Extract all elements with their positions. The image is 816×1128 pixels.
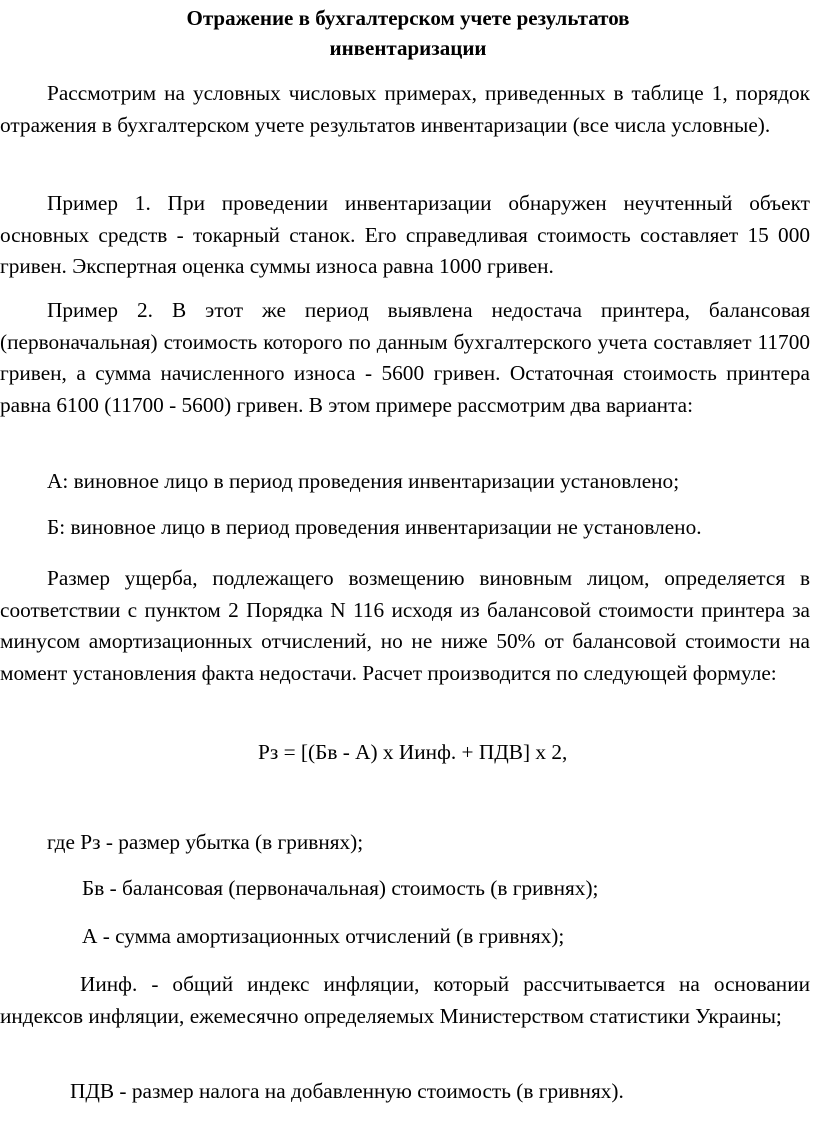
- document-title-line-2: инвентаризации: [329, 36, 487, 60]
- example-2-paragraph: Пример 2. В этот же период выявлена недостача принтера, балансовая (первоначальная) стоимость которого по данным бухгалтерского учета составляет 11700 гривен, а сумма начисленного износа - 5600 гривен. Остаточная стоимость принтера равна 6100 (11700 - 5600) гривен. В этом примере рассмотрим два варианта:: [0, 298, 810, 417]
- variant-b-line: Б: виновное лицо в период проведения инвентаризации не установлено.: [47, 515, 702, 539]
- definition-bv: Бв - балансовая (первоначальная) стоимость (в гривнях);: [82, 876, 599, 900]
- definition-iinf: Иинф. - общий индекс инфляции, который рассчитывается на основании индексов инфляции, ежемесячно определяемых Министерством статистики Украины;: [0, 972, 810, 1028]
- formula: Рз = [(Бв - А) х Иинф. + ПДВ] х 2,: [258, 740, 568, 764]
- damage-paragraph: Размер ущерба, подлежащего возмещению виновным лицом, определяется в соответствии с пунктом 2 Порядка N 116 исходя из балансовой стоимости принтера за минусом амортизационных отчислений, но не ниже 50% от балансовой стоимости на момент установления факта недостачи. Расчет производится по следующей формуле:: [0, 566, 810, 685]
- definition-a: А - сумма амортизационных отчислений (в гривнях);: [82, 924, 565, 948]
- intro-paragraph: Рассмотрим на условных числовых примерах, приведенных в таблице 1, порядок отражения в бухгалтерском учете результатов инвентаризации (все числа условные).: [0, 81, 810, 137]
- definition-rz: где Рз - размер убытка (в гривнях);: [47, 830, 364, 854]
- example-1-paragraph: Пример 1. При проведении инвентаризации обнаружен неучтенный объект основных средств - токарный станок. Его справедливая стоимость составляет 15 000 гривен. Экспертная оценка суммы износа равна 1000 гривен.: [0, 191, 810, 278]
- definition-pdv: ПДВ - размер налога на добавленную стоимость (в гривнях).: [70, 1079, 624, 1103]
- variant-a-line: А: виновное лицо в период проведения инвентаризации установлено;: [47, 469, 680, 493]
- document-title-line-1: Отражение в бухгалтерском учете результатов: [186, 6, 630, 30]
